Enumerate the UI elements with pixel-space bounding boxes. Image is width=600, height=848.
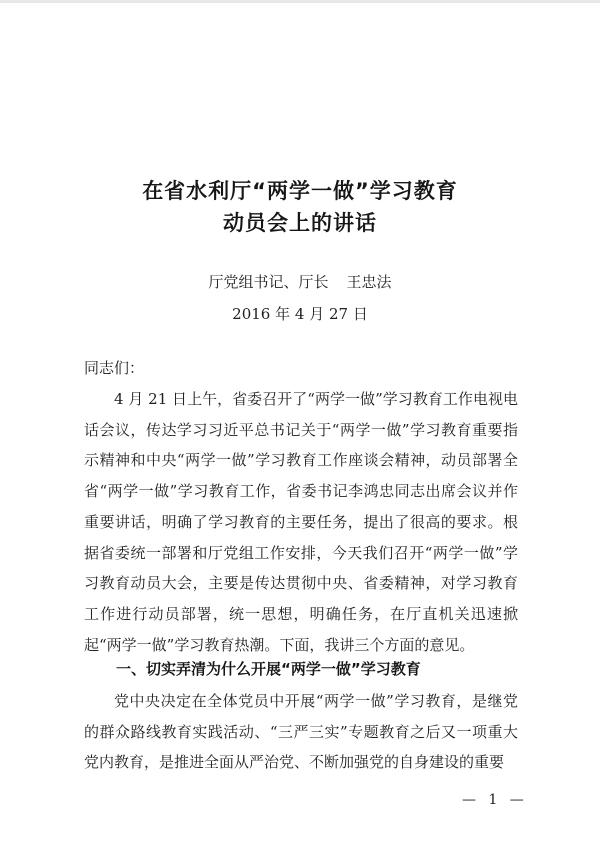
salutation: 同志们： xyxy=(84,359,145,377)
page-number: — 1 — xyxy=(462,792,528,808)
author-line xyxy=(0,271,600,292)
body-paragraph-1: 4 月 21 日上午，省委召开了“两学一做”学习教育工作电视电话会议，传达学习习近平总书记关于“两学一做”学习教育重要指示精神和中央“两学一做”学习教育工作座谈会精神，动员部署全省“两学一做”学习教育工作，省委书记李鸿忠同志出席会议并作重要讲话，明确了学习教育的主要任务，提出了很高的要求。根据省委统一部署和厅党组工作安排，今天我们召开“两学一做”学习教育动员大会，主要是传达贯彻中央、省委精神，对学习教育工作进行动员部署，统一思想，明确任务，在厅直机关迅速掀起“两学一做”学习教育热潮。下面，我讲三个方面的意见。 xyxy=(84,390,518,654)
document-title-line2: 动员会上的讲话 xyxy=(223,211,377,235)
document-title-line1: 在省水利厅“两学一做”学习教育 xyxy=(142,179,458,203)
author-name: 王忠法 xyxy=(346,273,392,291)
section-heading-1: 一、切实弄清为什么开展“两学一做”学习教育 xyxy=(116,660,421,678)
author-role: 厅党组书记、厅长 xyxy=(208,273,329,291)
speech-date: 2016 年 4 月 27 日 xyxy=(232,305,368,323)
scan-edge xyxy=(0,0,600,3)
body-paragraph-2: 党中央决定在全体党员中开展“两学一做”学习教育，是继党的群众路线教育实践活动、“三严三实”专题教育之后又一项重大党内教育，是推进全面从严治党、不断加强党的自身建设的重要 xyxy=(84,692,518,772)
